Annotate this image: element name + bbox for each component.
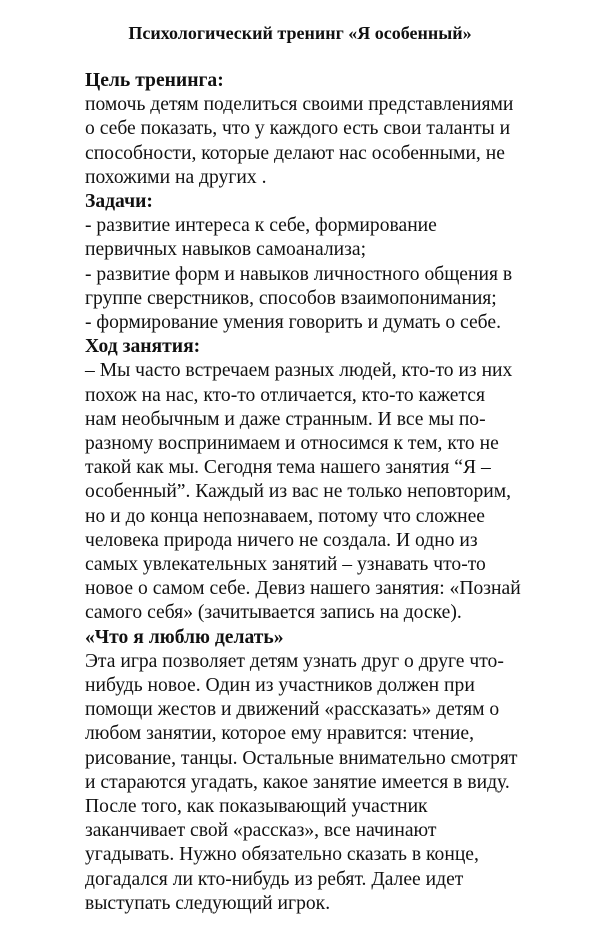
body-line: о себе показать, что у каждого есть свои таланты и: [85, 118, 511, 140]
body-line: помочь детям поделиться своими представлениями: [85, 94, 514, 116]
body-line: похож на нас, кто-то отличается, кто-то кажется: [85, 384, 485, 406]
body-line: особенный”. Каждый из вас не только неповторим,: [85, 481, 512, 503]
body-line: - формирование умения говорить и думать о себе.: [85, 312, 501, 333]
body-line: нам необычным и даже странным. И все мы по-: [85, 408, 486, 430]
body-line: разному воспринимаем и относимся к тем, кто не: [85, 433, 499, 454]
body-line: новое о самом себе. Девиз нашего занятия: «Познай: [85, 578, 521, 600]
body-line: такой как мы. Сегодня тема нашего занятия “Я –: [85, 457, 491, 479]
body-line: похожими на других .: [85, 166, 267, 188]
section-heading: Задачи:: [85, 191, 153, 212]
body-line: рисование, танцы. Остальные внимательно смотрят: [85, 747, 518, 769]
body-line: догадался ли кто-нибудь из ребят. Далее идет: [85, 868, 464, 890]
section-heading: «Что я люблю делать»: [85, 626, 284, 648]
body-line: способности, которые делают нас особенными, не: [85, 142, 505, 164]
body-line: выступать следующий игрок.: [85, 892, 331, 914]
body-line: первичных навыков самоанализа;: [85, 239, 367, 261]
body-line: - развитие интереса к себе, формирование: [85, 215, 437, 237]
body-line: самых увлекательных занятий – узнавать что-то: [85, 554, 486, 575]
body-line: человека природа ничего не создала. И одно из: [85, 529, 478, 551]
body-line: - развитие форм и навыков личностного общения в: [85, 263, 513, 285]
body-line: но и до конца непознаваем, потому что сложнее: [85, 505, 485, 527]
body-line: любом занятии, которое ему нравится: чтение,: [85, 723, 475, 745]
body-line: группе сверстников, способов взаимопонимания;: [85, 287, 497, 309]
body-line: После того, как показывающий участник: [85, 796, 428, 817]
body-line: угадывать. Нужно обязательно сказать в конце,: [85, 844, 479, 866]
page-title: Психологический тренинг «Я особенный»: [128, 23, 472, 43]
body-line: помощи жестов и движений «рассказать» детям о: [85, 699, 500, 721]
section-heading: Цель тренинга:: [85, 70, 224, 91]
section-heading: Ход занятия:: [85, 336, 201, 358]
body-line: и стараются угадать, какое занятие имеется в виду.: [85, 771, 510, 793]
body-line: самого себя» (зачитывается запись на доске).: [85, 602, 462, 624]
body-line: Эта игра позволяет детям узнать друг о друге что-: [85, 650, 504, 672]
body-line: – Мы часто встречаем разных людей, кто-то из них: [85, 360, 513, 382]
body-line: заканчивает свой «рассказ», все начинают: [85, 820, 437, 842]
body-line: нибудь новое. Один из участников должен при: [85, 675, 475, 696]
